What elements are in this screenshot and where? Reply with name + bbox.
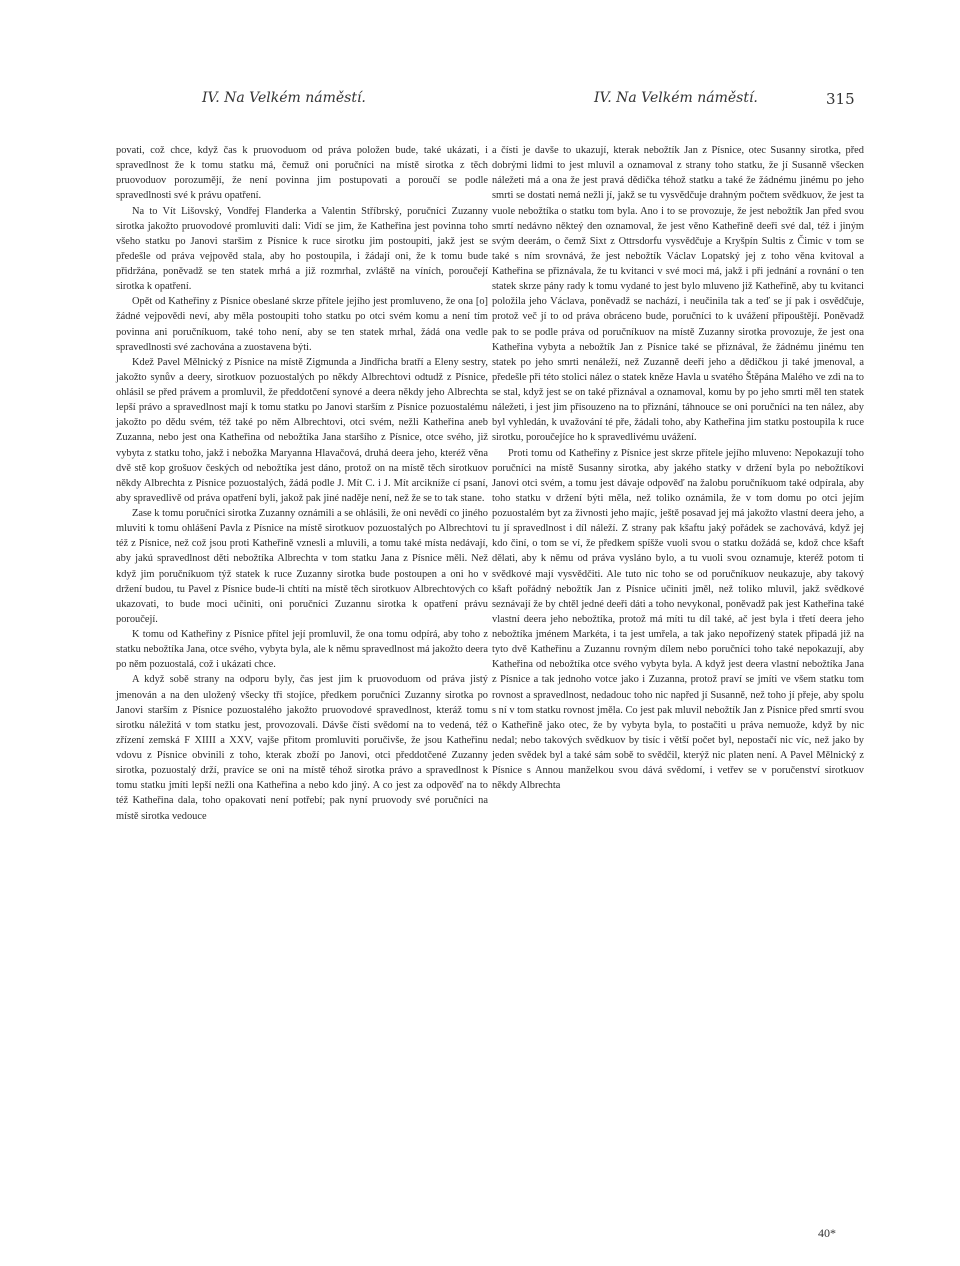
paragraph: A když sobě strany na odporu byly, čas jest jim k pruovoduom od práva jistý jmenován a na den uložený všecky tři stojíce, předkem poručníci Zuzanny sirotka po Janovi starším z Písnice pozuostalého jakožto pruovodové spravedlnost, kteráž tomu sirotku náležitá v tom statku jest, provozovali. Dávše čísti svědomí na to vedená, též zřízení zemská F XIIII a XXV, vajše přitom promluviti poručivše, že jsou Katheřinu vdovu z Písnice obvinili z toho, kterak zboží po Janovi, otci předdotčené Zuzanny sirotka, pozuostalý drží, pravíce se oni na místě téhož sirotka právo a spravedlnost k tomu statku jmíti lepší nežli ona Katheřina a nebo kdo jiný. A co jest za odpověď na to též Katheřina dala, toho opakovati není potřebí; pak nyní pruovody své poručníci na místě sirotka vedouce xyxy=(116,674,488,822)
paragraph: K tomu od Katheřiny z Písnice přítel její promluvil, že ona tomu odpírá, aby toho z statku nebožtíka Jana, otce svého, vybyta byla, ale k němu spravedlnost má jakožto deera po něm pozuostalá, což i ukázati chce. xyxy=(116,629,488,671)
paragraph: povati, což chce, když čas k pruovoduom od práva položen bude, také ukázati, i spravedlnost že k tomu statku má, čemuž oni poručníci na místě sirotka z těch pruovoduov porozumějí, že není povinna jim postupovati a poroučí se podle spravedlnosti své k právu opatření. xyxy=(116,145,488,202)
paragraph: Kdež Pavel Mělnický z Písnice na místě Zigmunda a Jindřicha bratří a Eleny sestry, jakožto synův a deery, sirotkuov pozuostalých po někdy Albrechtovi odtudž z Písnice, ohlásil se před právem a promluvil, že předdotčení synové a deera někdy jeho Albrechta lepší právo a spravedlnost mají k tomu statku po Janovi starším z Písnice pozuostalému jakožto po dědu svém, též také po něm Albrechtovi, otci svém, nežli Katheřina aneb Zuzanna, nebo jest ona Katheřina od nebožtíka Jana staršího z Písnice, otce svého, již vybyta z statku toho, jakž i nebožka Maryanna Hlavačová, druhá deera jeho, kteréž věna dvě stě kop grošuov českých od nebožtíka jest dáno, protož on na místě těch sirotkuov někdy Albrechta z Písnice pozuostalých, žádá podle J. Mít C. i J. Mít arcikníže cí psaní, aby spravedlivě od práva opatření byli, jakož pak jiné naděje není, než že se to tak stane. xyxy=(116,356,488,504)
left-text-column xyxy=(116,143,488,824)
page-number: 315 xyxy=(826,90,855,108)
paragraph: Opět od Katheřiny z Písnice obeslané skrze přítele jejího jest promluveno, že ona [o] žádné vejpovědi neví, aby měla postoupiti toho statku po otci svém komu a není tím povinna ani poručníkuom, také toho není, aby se ten statek mrhal, žádá ona vedle spravedlnosti své zachována a zuostavena býti. xyxy=(116,296,488,353)
paragraph: Proti tomu od Katheřiny z Písnice jest skrze přítele jejího mluveno: Nepokazují toho poručníci na místě Susanny sirotka, aby jakého statky v držení byla po nebožtíkovi Janovi otci svém, a tomu jest dávaje odpověď na žalobu poručníkuom také odpírala, aby toho statku v držení býti měla, než toliko oznámila, že v tom domu po otci jejím pozuostalém byt za živnosti jeho majíc, ještě posavad jej má jakožto vlastní deera jeho, a tu jí spravedlnost i díl náleží. Z strany pak kšaftu jaký pořádek se zachovává, když jej kdo činí, o tom se ví, že předkem spíšže vuoli svou o statku dožádá se, kdož chce kšaft dělati, aby k němu od práva vysláno bylo, a tu vuoli svou oznamuje, kteréž potom ti svědkové mají vysvědčiti. Ale tuto nic toho se od poručníkuov neukazuje, aby takový kšaft pořádný nebožtík Jan z Písnice učiniti jměl, než toliko mluvil, jakž svědkové seznávají že by chtěl jedné deeři dáti a toho nevykonal, poněvadž pak jest Katheřina také vlastní deera jeho nebožtíka, protož má míti tu díl také, ač jest byla i třetí deera jeho nebožtíka jménem Markéta, i ta jest umřela, a tak jako nepořízený statek připadá již na tyto dvě Katheřinu a Zuzannu rovným dílem nebo poručníci toho také nepokazují, aby Katheřina od nebožtíka otce svého vybyta byla. A když jest deera vlastní nebožtíka Jana z Písnice a tak jednoho votce jako i Zuzanna, protož praví se jmíti ve všem statku tom rovnost a spravedlnost, nedadouc toho nic napřed jí Susanně, než toho jí přeje, aby spolu s ní v tom statku rovnost jměla. Co jest pak mluvil nebožtík Jan z Písnice před smrtí svou o Katheřině jako otec, že by vybyta byla, to postačiti u práva nemuože, když by nic nedal; nebo takových svědkuov by tisíc i větší počet byl, nepostačí nic víc, než jako by jeden svědek byl a také sám sobě to svědčil, kterýž nic platen není. A Pavel Mělnický z Písnice s Annou manželkou svou dává svědomí, i vetřev se v poručenství sirotkuov někdy Albrechta xyxy=(492,447,864,792)
paragraph: a čísti je davše to ukazují, kterak nebožtík Jan z Písnice, otec Susanny sirotka, před dobrými lidmi to jest mluvil a oznamoval z strany toho statku, že jí Susanně všecken náležeti má a ona že jest pravá dědička téhož statku a také že žádnému jinému po jeho smrti se dostati nemá nežli jí, jakž se tu vysvědčuje drahným počtem svědkuov, že jest ta vuole nebožtíka o statku tom byla. Ano i to se provozuje, že jest nebožtík Jan před svou smrtí nedávno někteý den oznamoval, že jest věno Katheřině deeři své dal, též i jiným svým deerám, o čemž Sixt z Ottrsdorfu vysvědčuje a Kryšpín Sultis z Čimic v tom se také s ním srovnává, že jest nebožtík Václav Lopatský jej z toho věna kvitoval a Katheřina se přiznávala, že tu kvitanci v své moci má, jakž i při jednání a rovnání o ten statek skrze pány rady k tomu vydané to jest bylo mluveno již Katheřině, aby tu kvitanci položila jeho Václava, poněvadž se nachází, i neučinila tak a teď se jí pak i osvědčuje, protož več jí to od práva obráceno bude, poručníci to k uvážení připouštějí. Poněvadž pak to se podle práva od poručníkuov na místě Zuzanny sirotka provozuje, že jest ona Katheřina vybyta a nebožtík Jan z Písnice také se přiznával, že žádnému jinému ten statek po jeho smrti nenáleží, než Zuzanně deeři jeho a dědičkou ji také jmenoval, a předešle při této stolici nález o statek kněze Havla u svatého Štěpána Malého ve zdi na to se stal, když jest se on také přiznával a oznamoval, komu by po jeho smrti měl ten statek náležeti, i jest jim přisouzeno na to přiznání, táhnouce se oni poručníci na ten nález, aby byl vyhledán, k uvažování té pře, žádali toho, aby Katheřina jim statku postoupila k ruce sirotku, poroučejíce ho k spravedlivému uvážení. xyxy=(492,145,864,444)
signature-mark: 40* xyxy=(818,1226,836,1240)
paragraph: Zase k tomu poručníci sirotka Zuzanny oznámili a se ohlásili, že oni nevědí co jiného mluviti k tomu ohlášení Pavla z Písnice na místě sirotkuov pozuostalých po Albrechtovi též z Písnice, než což jsou proti Katheřině vznesli a mluvili, a tomu také místa nedávají, aby jakú spravedlnost děti nebožtíka Albrechta v tom statku Jana z Písnice měli. Než když jim poručníkuom týž statek k ruce Zuzanny sirotka bude postoupen a oni ho v držení budou, tu Pavel z Písnice bude-li chtíti na místě těch sirotkuov Albrechtových co ukazovati, to bude moci učiniti, oni poručníci Zuzannu sirotka k opatření právu poroučejí. xyxy=(116,508,488,625)
paragraph: Na to Vít Lišovský, Vondřej Flanderka a Valentin Stříbrský, poručníci Zuzanny sirotka jakožto pruovodové promluviti dali: Vidí se jim, že Katheřina jest povinna toho všeho statku po Janovi staršim z Písnice k ruce sirotku jim postoupiti, jakž jest se předešle od práva vejpověd stala, aby ho postoupila, i žádají oni, že k tomu bude přidržána, poněvadž se ten statek mrhá a již rozmrhal, zvláště na víních, poroučejí sirotka k opatření. xyxy=(116,205,488,293)
right-text-column xyxy=(492,143,864,793)
running-header-left: IV. Na Velkém náměstí. xyxy=(202,90,366,106)
running-header-right: IV. Na Velkém náměstí. xyxy=(594,90,758,106)
